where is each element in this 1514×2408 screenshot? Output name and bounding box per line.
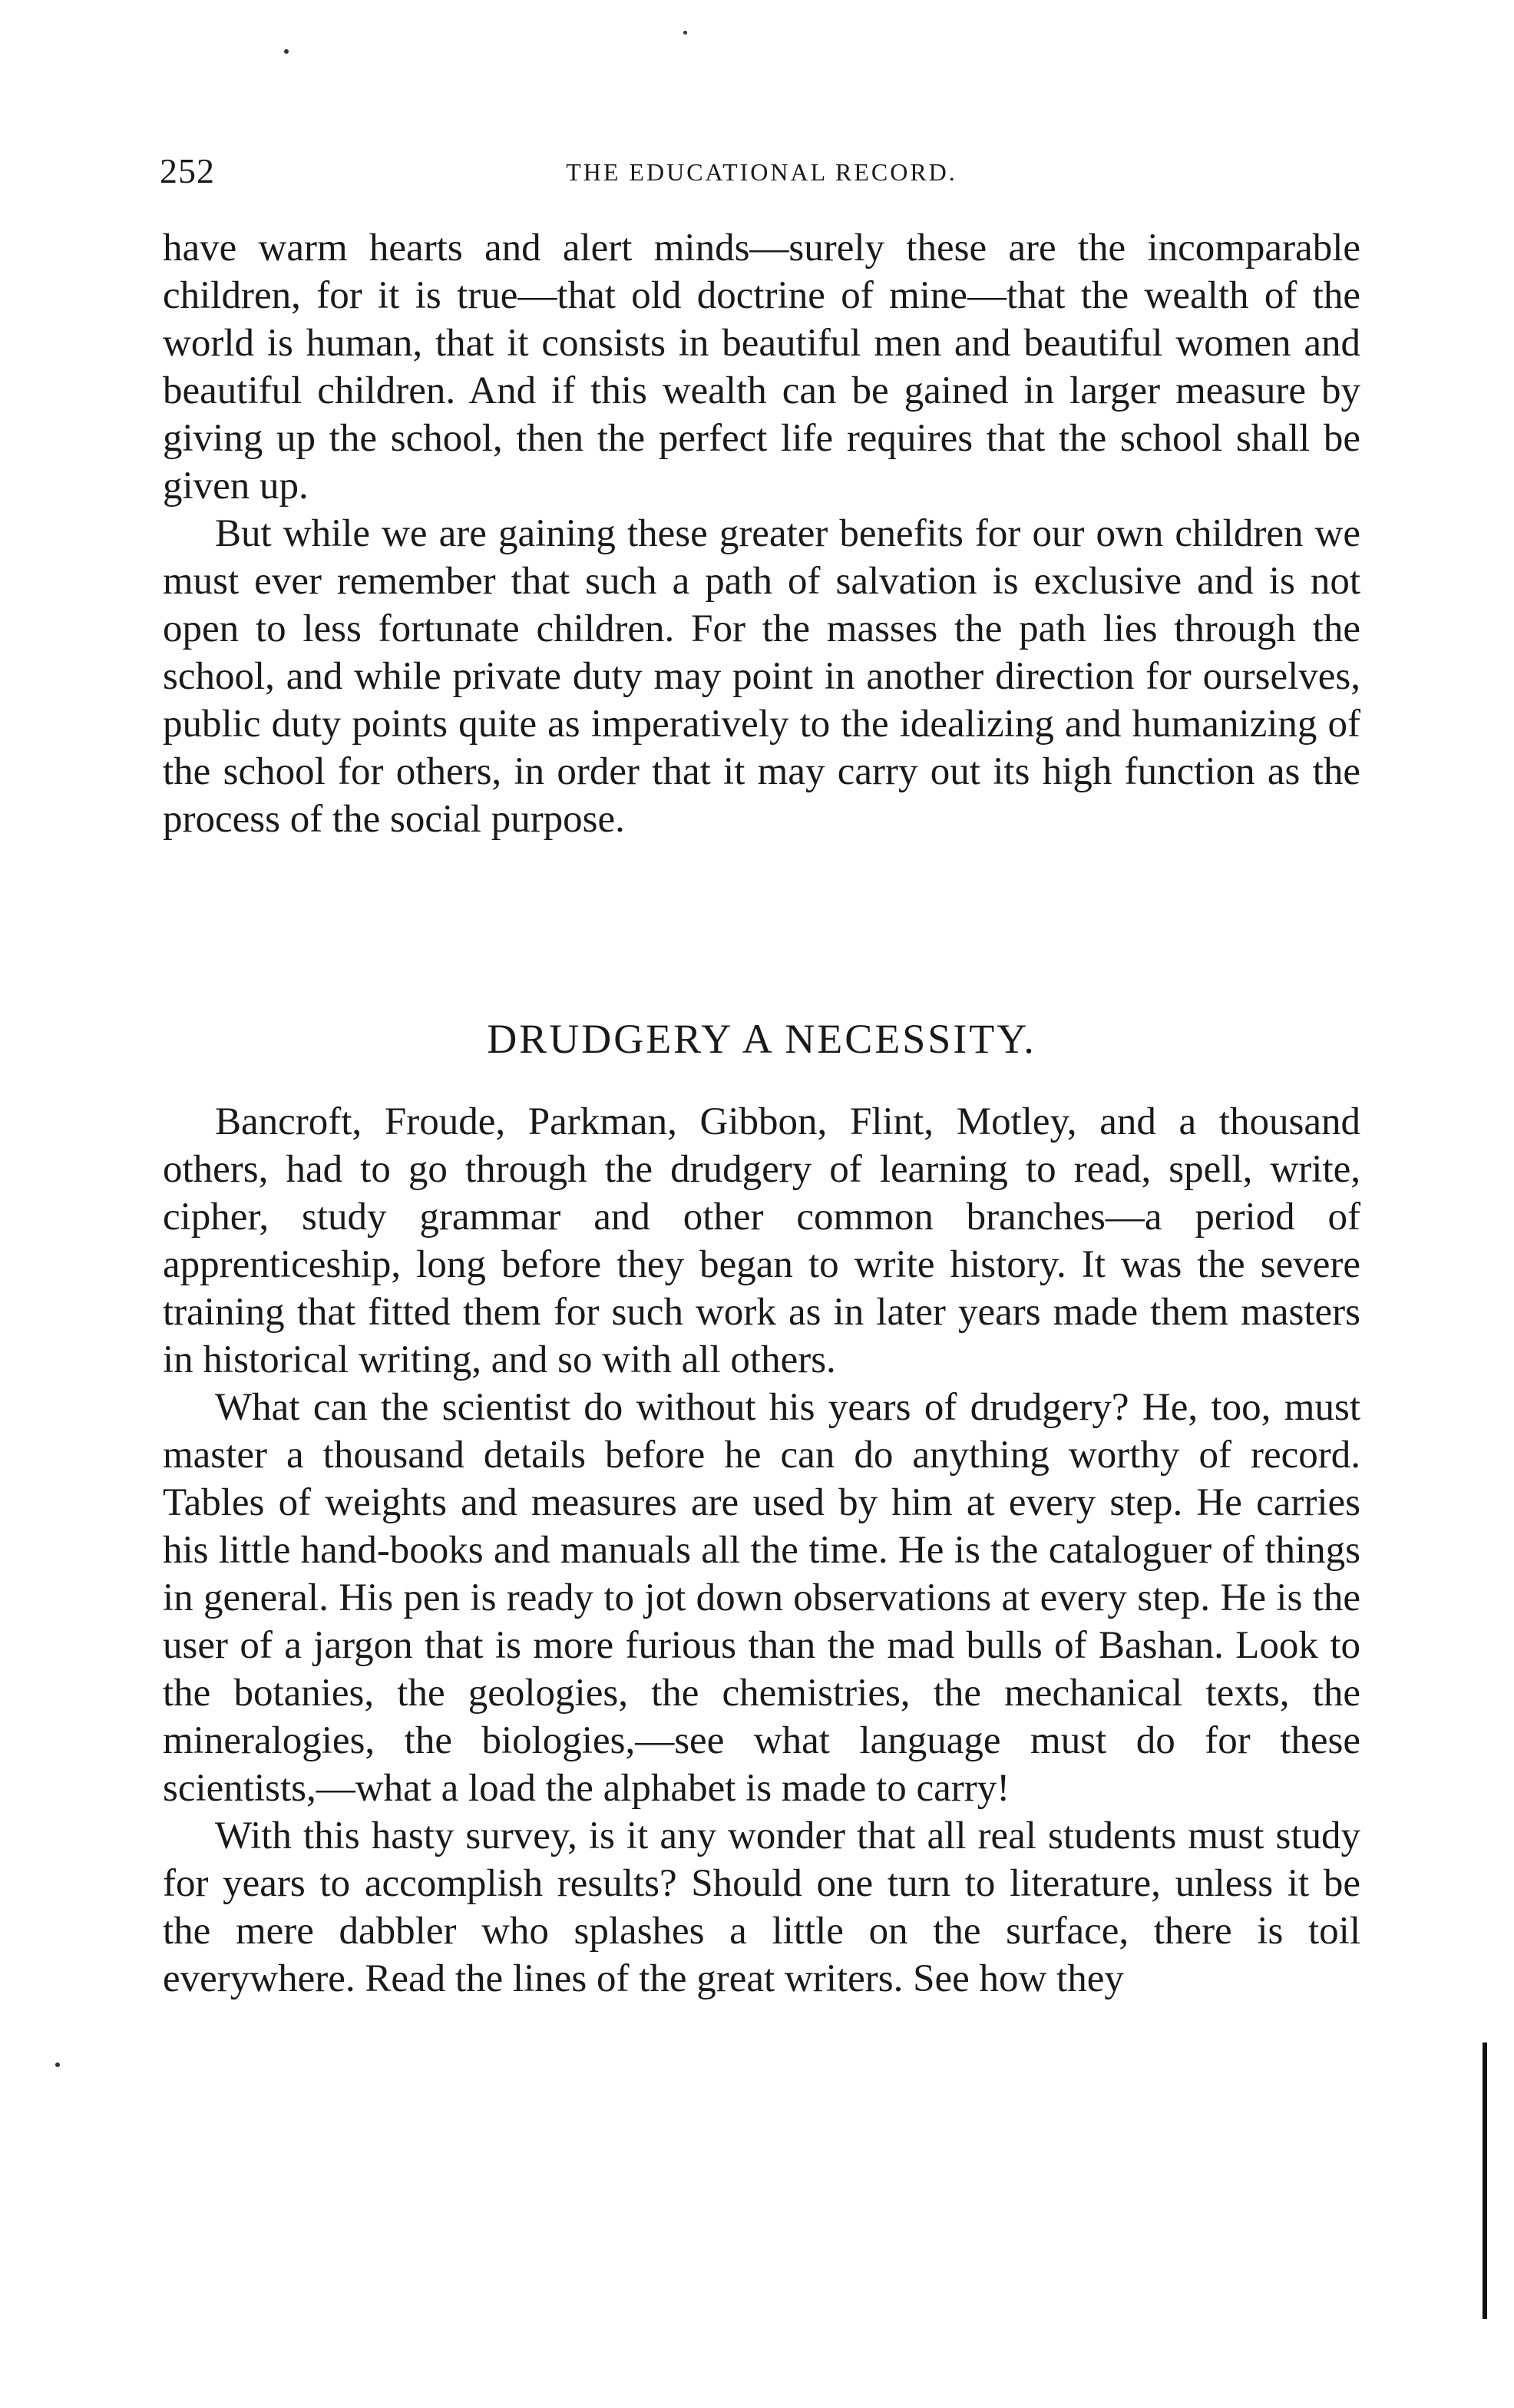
body-text (163, 224, 1360, 843)
running-title: THE EDUCATIONAL RECORD. (566, 158, 957, 186)
print-speck (55, 2062, 60, 2067)
paragraph: have warm hearts and alert minds—surely these are the incomparable children, for it is true—that old doctrine of mine—that the wealth of the world is human, that it consists in beautiful men and beautiful women and beautiful children. And if this wealth can be gained in larger measure by giving up the school, then the perfect life requires that the school shall be given up. (163, 227, 1360, 508)
page-header (160, 150, 1364, 197)
section-heading: DRUDGERY A NECESSITY. (487, 1016, 1036, 1062)
paragraph: Bancroft, Froude, Parkman, Gibbon, Flint, Motley, and a thousand others, had to go through the drudgery of learning to read, spell, write, cipher, study grammar and other common branches—a period of apprenticeship, long before they began to write history. It was the severe training that fitted them for such work as in later years made them masters in historical writing, and so with all others. (163, 1100, 1360, 1381)
paragraph: What can the scientist do without his years of drudgery? He, too, must master a thousand details before he can do anything worthy of record. Tables of weights and measures are used by him at every step. He carries his little hand-books and manuals all the time. He is the cataloguer of things in general. His pen is ready to jot down observations at every step. He is the user of a jargon that is more furious than the mad bulls of Bashan. Look to the botanies, the geologies, the chemistries, the mechanical texts, the mineralogies, the biologies,—see what language must do for these scientists,—what a load the alphabet is made to carry! (163, 1386, 1360, 1810)
print-speck (284, 49, 289, 54)
page-number: 252 (160, 151, 215, 190)
paragraph: With this hasty survey, is it any wonder that all real students must study for years to accomplish results? Should one turn to literature, unless it be the mere dabbler who splashes a little on the surface, there is toil everywhere. Read the lines of the great writers. See how they (163, 1814, 1360, 2000)
print-speck (683, 31, 687, 35)
section-body (163, 1098, 1360, 2003)
paragraph: But while we are gaining these greater benefits for our own children we must ever remember that such a path of salvation is exclusive and is not open to less fortunate children. For the masses the path lies through the school, and while private duty may point in another direction for ourselves, public duty points quite as imperatively to the idealizing and humanizing of the school for others, in order that it may carry out its high function as the process of the social purpose. (163, 512, 1360, 841)
margin-rule (1483, 2043, 1487, 2319)
